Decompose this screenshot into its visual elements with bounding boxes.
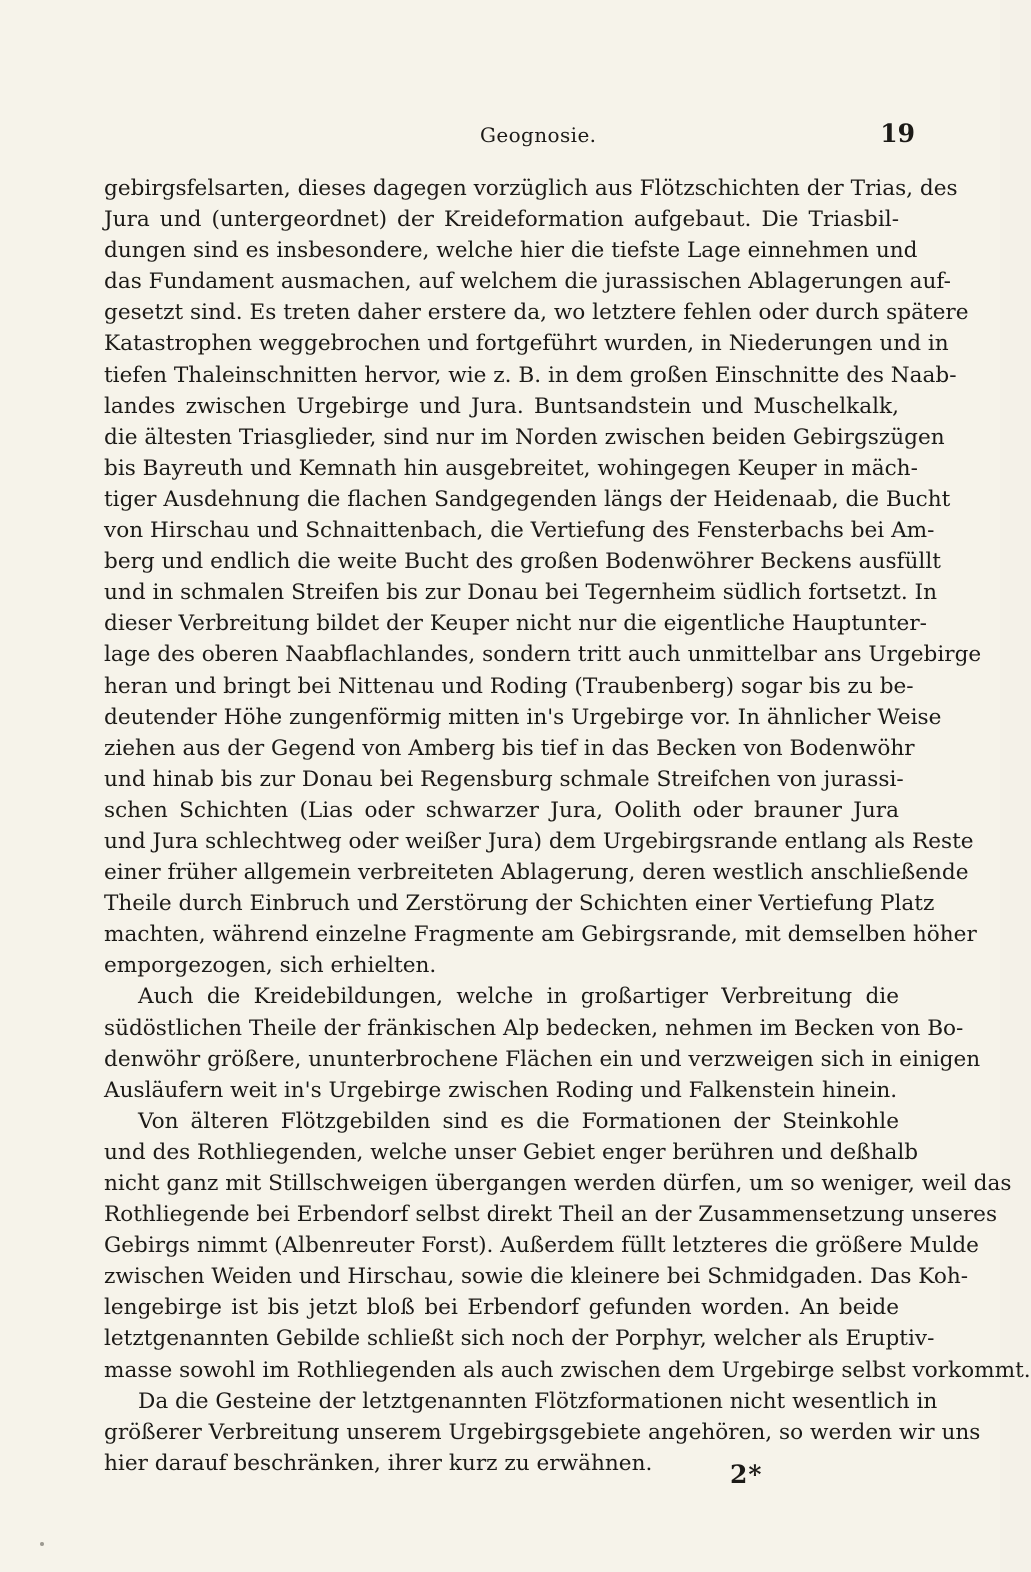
text-line: einer früher allgemein verbreiteten Ablagerung, deren westlich anschließende bbox=[104, 860, 969, 886]
text-line: und hinab bis zur Donau bei Regensburg schmale Streifchen von jurassi- bbox=[104, 766, 904, 792]
text-line: Rothliegende bei Erbendorf selbst direkt Theil an der Zusammensetzung unseres bbox=[104, 1202, 998, 1228]
running-head: Geognosie. bbox=[480, 123, 597, 147]
paragraph-end-line: hier darauf beschränken, ihrer kurz zu erwähnen. bbox=[104, 1450, 653, 1476]
body-text bbox=[104, 173, 1031, 1476]
text-line: südöstlichen Theile der fränkischen Alp bedecken, nehmen im Becken von Bo- bbox=[104, 1015, 964, 1041]
paper-speck bbox=[40, 1542, 44, 1546]
paragraph-start-line: Da die Gesteine der letztgenannten Flötzformationen nicht wesentlich in bbox=[138, 1388, 938, 1414]
paragraph-end-line: emporgezogen, sich erhielten. bbox=[104, 953, 437, 979]
text-line: gesetzt sind. Es treten daher erstere da, wo letztere fehlen oder durch spätere bbox=[104, 300, 969, 326]
text-line: lengebirge ist bis jetzt bloß bei Erbendorf gefunden worden. An beide bbox=[104, 1295, 899, 1321]
text-line: dieser Verbreitung bildet der Keuper nicht nur die eigentliche Hauptunter- bbox=[104, 611, 927, 637]
text-line: letztgenannten Gebilde schließt sich noch der Porphyr, welcher als Eruptiv- bbox=[104, 1326, 935, 1352]
text-line: denwöhr größere, ununterbrochene Flächen ein und verzweigen sich in einigen bbox=[104, 1046, 981, 1072]
text-line: Jura und (untergeordnet) der Kreideformation aufgebaut. Die Triasbil- bbox=[104, 207, 899, 233]
text-line: größerer Verbreitung unserem Urgebirgsgebiete angehören, so werden wir uns bbox=[104, 1419, 981, 1445]
text-line: lage des oberen Naabflachlandes, sondern tritt auch unmittelbar ans Urgebirge bbox=[104, 642, 982, 668]
text-line: von Hirschau und Schnaittenbach, die Vertiefung des Fensterbachs bei Am- bbox=[104, 518, 935, 544]
text-line: masse sowohl im Rothliegenden als auch zwischen dem Urgebirge selbst vorkommt. bbox=[104, 1357, 1031, 1383]
text-line: Katastrophen weggebrochen und fortgeführt wurden, in Niederungen und in bbox=[104, 331, 949, 357]
text-line: und Jura schlechtweg oder weißer Jura) dem Urgebirgsrande entlang als Reste bbox=[104, 828, 974, 854]
text-line: gebirgsfelsarten, dieses dagegen vorzüglich aus Flötzschichten der Trias, des bbox=[104, 176, 958, 201]
text-line: und des Rothliegenden, welche unser Gebiet enger berühren und deßhalb bbox=[104, 1139, 919, 1165]
text-line: schen Schichten (Lias oder schwarzer Jura, Oolith oder brauner Jura bbox=[104, 797, 899, 823]
text-line: berg und endlich die weite Bucht des großen Bodenwöhrer Beckens ausfüllt bbox=[104, 549, 941, 575]
text-line: die ältesten Triasglieder, sind nur im Norden zwischen beiden Gebirgszügen bbox=[104, 424, 945, 450]
text-line: tiefen Thaleinschnitten hervor, wie z. B. in dem großen Einschnitte des Naab- bbox=[104, 362, 957, 388]
page-header bbox=[104, 119, 915, 157]
paragraph-end-line: Ausläufern weit in's Urgebirge zwischen Roding und Falkenstein hinein. bbox=[104, 1077, 898, 1103]
paragraph-start-line: Auch die Kreidebildungen, welche in großartiger Verbreitung die bbox=[138, 984, 899, 1010]
text-line: und in schmalen Streifen bis zur Donau bei Tegernheim südlich fortsetzt. In bbox=[104, 580, 937, 606]
text-line: deutender Höhe zungenförmig mitten in's Urgebirge vor. In ähnlicher Weise bbox=[104, 704, 942, 730]
text-line: heran und bringt bei Nittenau und Roding (Traubenberg) sogar bis zu be- bbox=[104, 673, 914, 699]
text-line: machten, während einzelne Fragmente am Gebirgsrande, mit demselben höher bbox=[104, 922, 977, 948]
text-line: ziehen aus der Gegend von Amberg bis tief in das Becken von Bodenwöhr bbox=[104, 735, 915, 761]
text-line: bis Bayreuth und Kemnath hin ausgebreitet, wohingegen Keuper in mäch- bbox=[104, 455, 918, 481]
text-line: tiger Ausdehnung die flachen Sandgegenden längs der Heidenaab, die Bucht bbox=[104, 486, 951, 512]
page-number: 19 bbox=[880, 119, 915, 148]
text-line: nicht ganz mit Stillschweigen übergangen werden dürfen, um so weniger, weil das bbox=[104, 1171, 1012, 1196]
text-line: das Fundament ausmachen, auf welchem die jurassischen Ablagerungen auf- bbox=[104, 269, 951, 295]
text-line: zwischen Weiden und Hirschau, sowie die kleinere bei Schmidgaden. Das Koh- bbox=[104, 1264, 969, 1290]
paragraph-start-line: Von älteren Flötzgebilden sind es die Formationen der Steinkohle bbox=[138, 1108, 899, 1134]
signature-mark: 2* bbox=[730, 1460, 763, 1489]
text-line: landes zwischen Urgebirge und Jura. Buntsandstein und Muschelkalk, bbox=[104, 393, 899, 419]
text-line: dungen sind es insbesondere, welche hier die tiefste Lage einnehmen und bbox=[104, 238, 918, 264]
text-line: Theile durch Einbruch und Zerstörung der Schichten einer Vertiefung Platz bbox=[104, 891, 935, 917]
text-line: Gebirgs nimmt (Albenreuter Forst). Außerdem füllt letzteres die größere Mulde bbox=[104, 1233, 979, 1259]
